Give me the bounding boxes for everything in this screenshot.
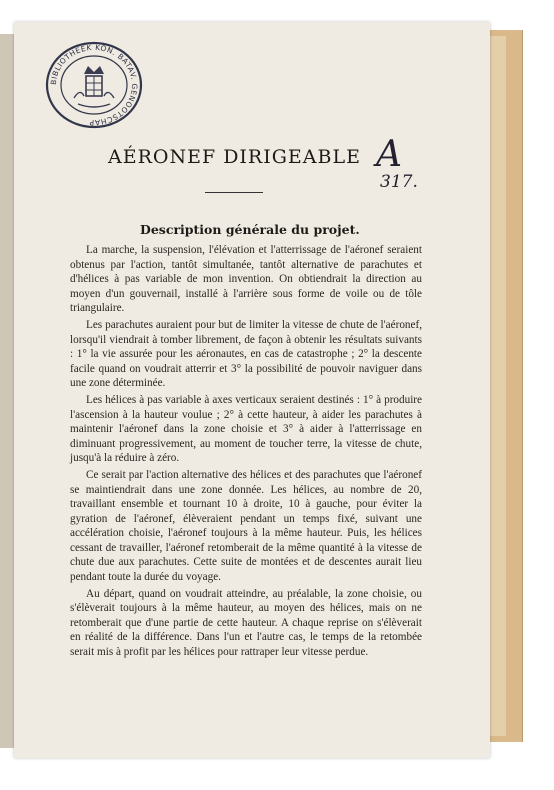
handwritten-letter: A	[376, 134, 402, 175]
body-text	[70, 243, 422, 660]
paragraph-2: Les parachutes auraient pour but de limiter la vitesse de chute de l'aéronef, lorsqu'il viendrait à tomber librement, de façon à obtenir les résultats suivants : 1° la vie assurée pour les aéronautes, en cas de catastrophe ; 2° la descente facile quand on voudrait atterrir et 3° la possibilité de pouvoir naviguer dans une zone déterminée.	[70, 318, 422, 390]
paragraph-5: Au départ, quand on voudrait atteindre, au préalable, la zone choisie, ou s'élèverait toujours à la même hauteur, au moyen des hélices, mais on ne retomberait que d'une partie de cette hauteur. A chaque reprise on s'élèverait en réalité de la différence. Dans l'un et l'autre cas, le temps de la retombée serait mis à profit par les hélices pour rattraper leur vitesse perdue.	[70, 587, 422, 659]
title-rule	[205, 192, 263, 193]
paragraph-3: Les hélices à pas variable à axes verticaux seraient destinés : 1° à produire l'ascension à la hauteur voulue ; 2° à cette hauteur, à aider les parachutes à maintenir l'aéronef dans la zone choisie et 3° à aider à l'atterrissage en diminuant progressivement, au moment de toucher terre, la vitesse de chute, jusqu'à la réduire à zéro.	[70, 393, 422, 465]
stamp-text: BIBLIOTHEEK KON. BATAV. GENOOTSCHAP	[48, 42, 140, 128]
paragraph-4: Ce serait par l'action alternative des hélices et des parachutes que l'aéronef se maintiendrait dans une zone donnée. Les hélices, au nombre de 20, travaillant ensemble et tournant 10 à droite, 10 à gauche, pour éviter la gyration de l'aéronef, élèveraient pendant un temps fixé, suivant une accélération choisie, l'aéronef toujours à la même hauteur. Puis, les hélices cessant de travailler, l'aéronef retomberait de la même quantité à la vitesse de chute due aux parachutes. Cette suite de montées et de descentes aurait lieu pendant toute la durée du voyage.	[70, 468, 422, 584]
document-title: AÉRONEF DIRIGEABLE	[108, 146, 361, 168]
library-stamp	[44, 40, 144, 130]
section-heading: Description générale du projet.	[140, 222, 360, 237]
paragraph-1: La marche, la suspension, l'élévation et l'atterrissage de l'aéronef seraient obtenus par l'action, tantôt simultanée, tantôt alternative de parachutes et d'hélices à pas variable de mon invention. On obtiendrait la direction au moyen d'un gouvernail, installé à l'arrière sous forme de voile ou de tôle triangulaire.	[70, 244, 422, 315]
handwritten-number: 317.	[380, 172, 418, 192]
